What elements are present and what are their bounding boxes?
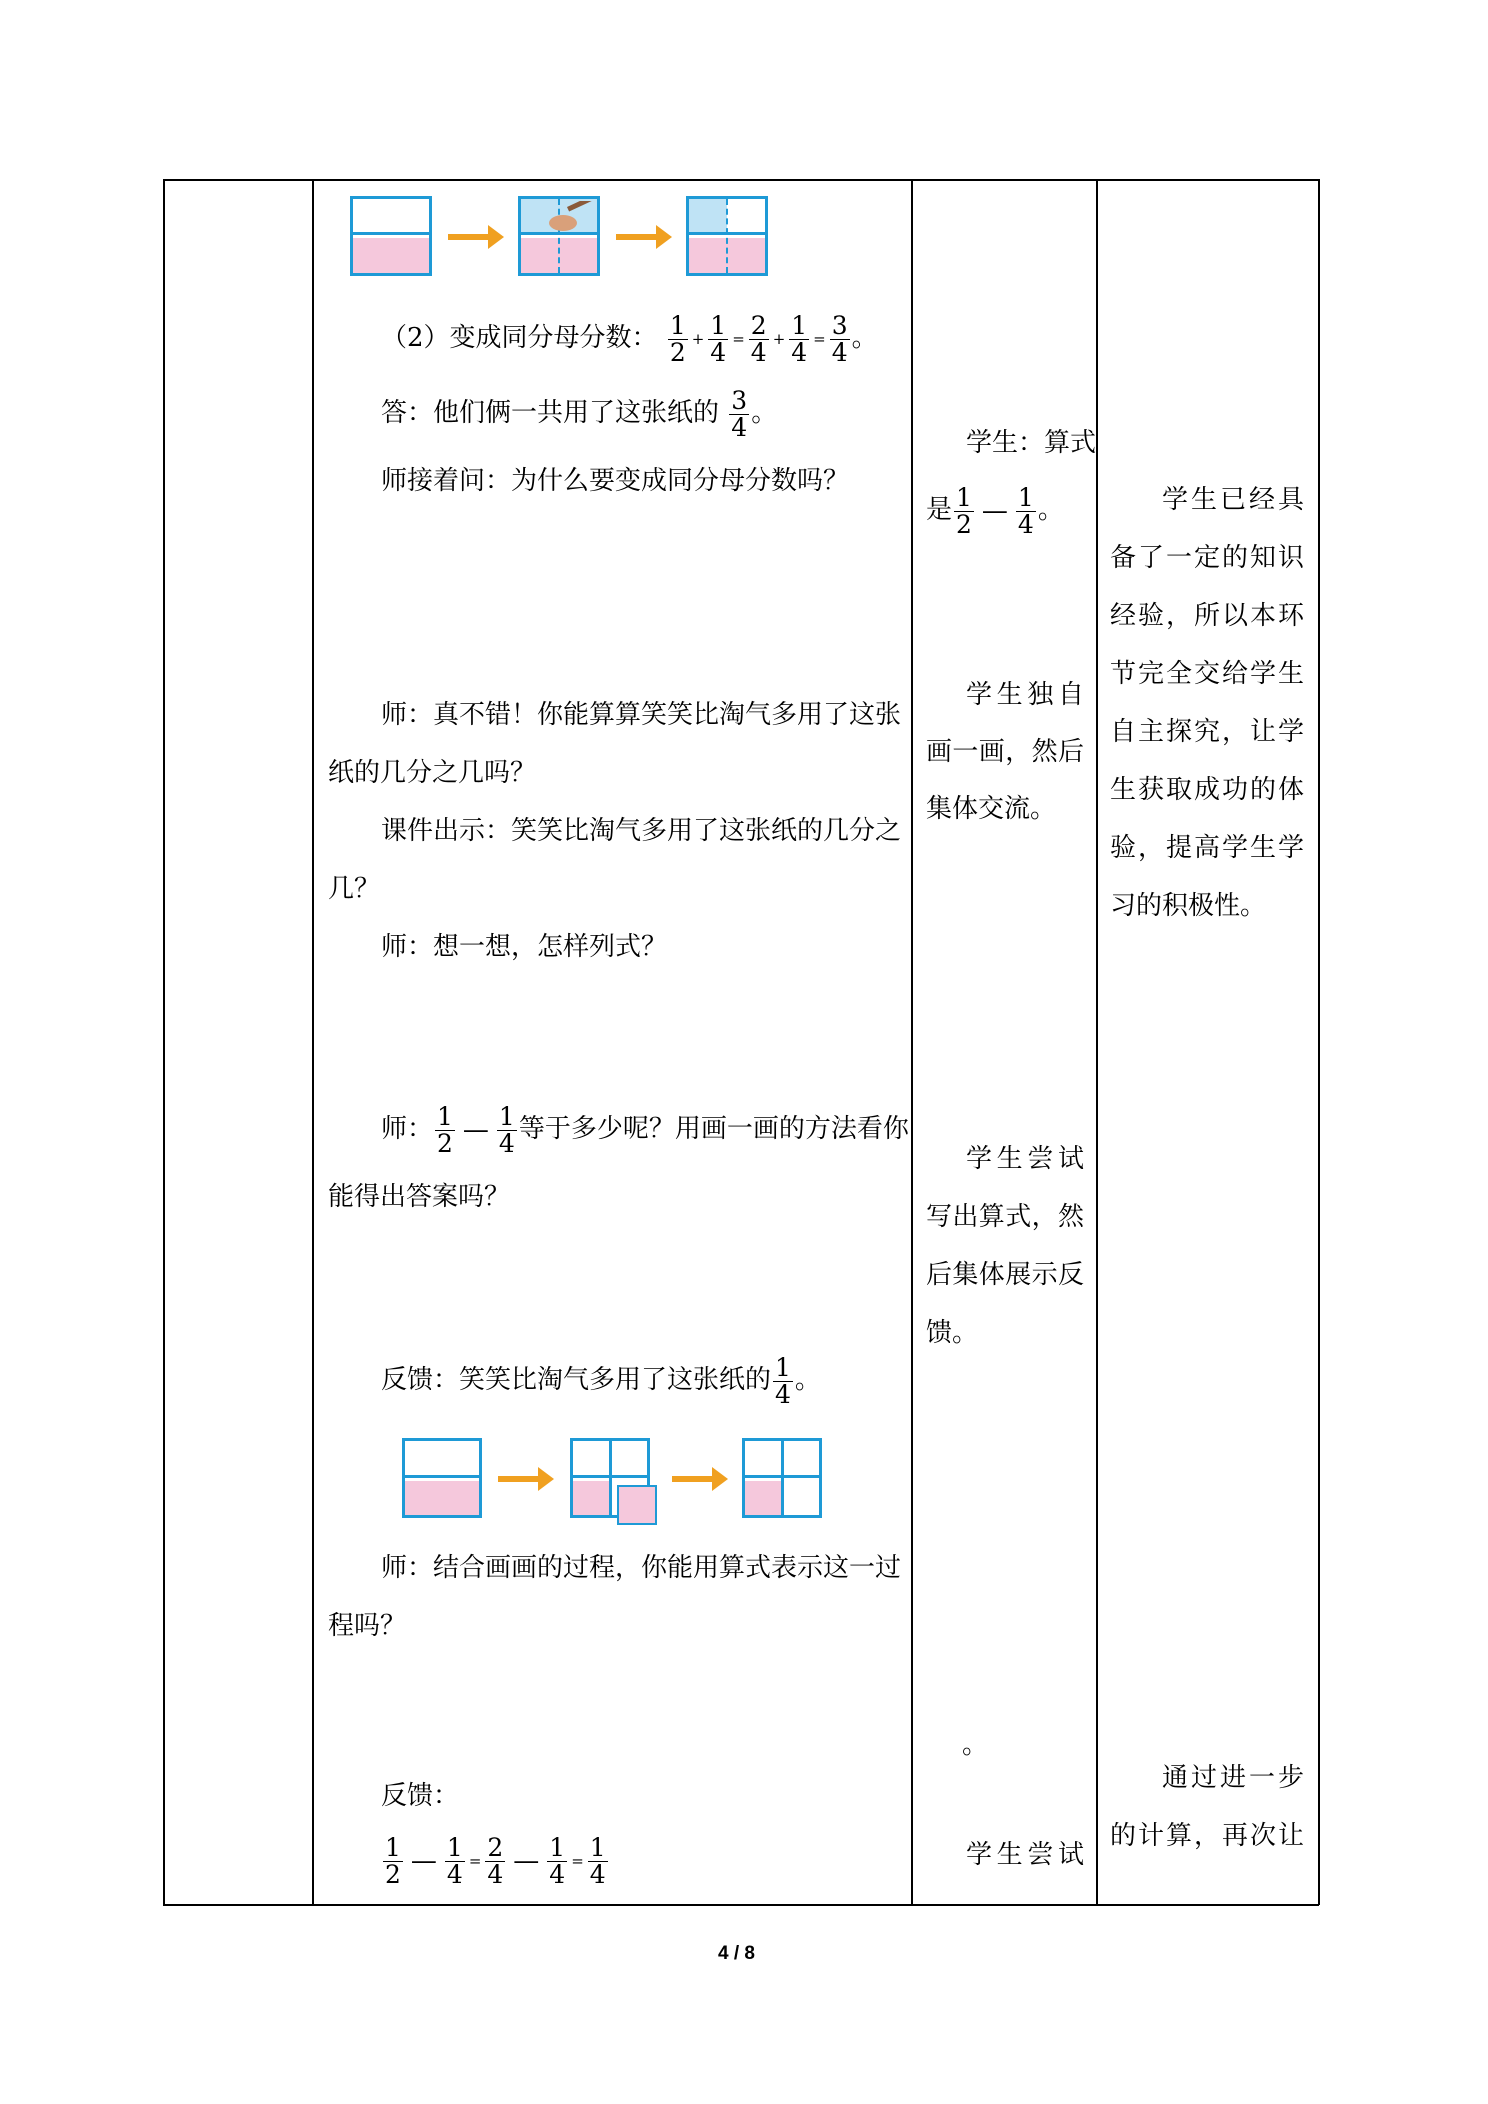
design-note-1-line-2: 备了一定的知识	[1110, 543, 1304, 573]
diagram-rect-2	[518, 196, 600, 276]
design-note-1-line-6: 生获取成功的体	[1110, 775, 1304, 805]
student-activity-2-line-1: 学生独自	[966, 680, 1084, 710]
table-col-border-2	[312, 179, 314, 1905]
courseware-line-2: 几？	[328, 874, 381, 904]
student-activity-2-line-3: 集体交流。	[926, 794, 1057, 824]
table-bottom-border	[163, 1904, 1319, 1906]
arrow-icon	[672, 1476, 714, 1482]
design-note-2-line-2: 的计算，再次让	[1110, 1821, 1304, 1851]
student-activity-5-line-1: 学生尝试	[966, 1840, 1084, 1870]
arrow-icon	[498, 1476, 540, 1482]
student-activity-4-dot: 。	[962, 1730, 989, 1760]
teacher-question-4-line-2: 能得出答案吗？	[328, 1182, 511, 1212]
arrow-icon	[448, 234, 490, 240]
feedback-2-label: 反馈：	[381, 1781, 460, 1811]
diagram-rect-4	[402, 1438, 482, 1518]
table-col-border-5	[1318, 179, 1320, 1905]
design-note-1-line-5: 自主探究，让学	[1110, 717, 1304, 747]
teacher-question-2-line-1: 师：真不错！你能算算笑笑比淘气多用了这张	[381, 700, 902, 730]
answer-1: 答：他们俩一共用了这张纸的 $\frac{3}{4}$ 。	[381, 385, 778, 442]
teacher-question-2-line-2: 纸的几分之几吗？	[328, 758, 537, 788]
diagram-rect-3	[686, 196, 768, 276]
feedback-2-equation: $\frac{1}{2}$ — $\frac{1}{4}$ = $\frac{2}{4}$ — $\frac{1}{4}$ = $\frac{1}{4}$	[385, 1832, 606, 1889]
fraction-2-4: $\frac{2}{4}$	[750, 310, 767, 367]
fraction-1-4: $\frac{1}{4}$	[446, 1832, 463, 1889]
diagram-cut-square	[617, 1485, 657, 1525]
fraction-1-4: $\frac{1}{4}$	[1017, 482, 1034, 539]
table-col-border-3	[911, 179, 913, 1905]
design-note-1-line-7: 验，提高学生学	[1110, 833, 1304, 863]
teacher-question-5-line-1: 师：结合画画的过程，你能用算式表示这一过	[381, 1553, 902, 1583]
student-activity-3-line-3: 后集体展示反	[926, 1260, 1084, 1290]
step-2-line: （2）变成同分母分数： $\frac{1}{2}$ + $\frac{1}{4}$ = $\frac{2}{4}$ + $\frac{1}{4}$ = $\frac{3}{4}$ 。	[381, 310, 878, 367]
fraction-3-4: $\frac{3}{4}$	[731, 385, 748, 442]
fold-diagram-quarters	[402, 1438, 832, 1526]
design-note-1-line-1: 学生已经具	[1162, 485, 1304, 515]
design-note-1-line-8: 习的积极性。	[1110, 891, 1267, 921]
fraction-1-4: $\frac{1}{4}$	[589, 1832, 606, 1889]
teacher-question-3: 师：想一想，怎样列式？	[381, 932, 668, 962]
diagram-rect-1	[350, 196, 432, 276]
fold-diagram-halves	[350, 196, 770, 278]
teacher-question-4-line-1: 师： $\frac{1}{2}$ — $\frac{1}{4}$ 等于多少呢？用画一画的方法看你	[381, 1101, 909, 1158]
student-activity-3-line-1: 学生尝试	[966, 1144, 1084, 1174]
fraction-1-2: $\frac{1}{2}$	[956, 482, 972, 539]
fraction-3-4: $\frac{3}{4}$	[831, 310, 848, 367]
student-activity-2-line-2: 画一画，然后	[926, 737, 1084, 767]
arrow-icon	[616, 234, 658, 240]
fraction-1-4: $\frac{1}{4}$	[791, 310, 808, 367]
fraction-1-4: $\frac{1}{4}$	[549, 1832, 566, 1889]
pencil-hand-icon	[539, 201, 595, 235]
diagram-rect-6	[742, 1438, 822, 1518]
fraction-1-2: $\frac{1}{2}$	[385, 1832, 401, 1889]
teacher-question-1: 师接着问：为什么要变成同分母分数吗？	[381, 466, 850, 496]
student-activity-1-line-1: 学生：算式	[966, 428, 1097, 458]
design-note-1-line-3: 经验，所以本环	[1110, 601, 1304, 631]
page-number: 4 / 8	[718, 1943, 755, 1964]
design-note-2-line-1: 通过进一步	[1162, 1763, 1304, 1793]
design-note-1-line-4: 节完全交给学生	[1110, 659, 1304, 689]
table-col-border-4	[1096, 179, 1098, 1905]
student-activity-3-line-2: 写出算式，然	[926, 1202, 1084, 1232]
teacher-question-5-line-2: 程吗？	[328, 1611, 407, 1641]
fraction-1-2: $\frac{1}{2}$	[437, 1101, 453, 1158]
table-col-border-1	[163, 179, 165, 1905]
fraction-1-4: $\frac{1}{4}$	[710, 310, 727, 367]
courseware-line-1: 课件出示：笑笑比淘气多用了这张纸的几分之	[381, 816, 902, 846]
fraction-1-4: $\frac{1}{4}$	[775, 1352, 791, 1409]
student-activity-1-line-2: 是 $\frac{1}{2}$ — $\frac{1}{4}$ 。	[926, 482, 1064, 539]
student-activity-3-line-4: 馈。	[926, 1318, 979, 1348]
fraction-1-2: $\frac{1}{2}$	[669, 310, 686, 367]
fraction-2-4: $\frac{2}{4}$	[487, 1832, 504, 1889]
table-top-border	[163, 179, 1319, 181]
fraction-1-4: $\frac{1}{4}$	[498, 1101, 515, 1158]
feedback-1: 反馈：笑笑比淘气多用了这张纸的 $\frac{1}{4}$ 。	[381, 1352, 821, 1409]
